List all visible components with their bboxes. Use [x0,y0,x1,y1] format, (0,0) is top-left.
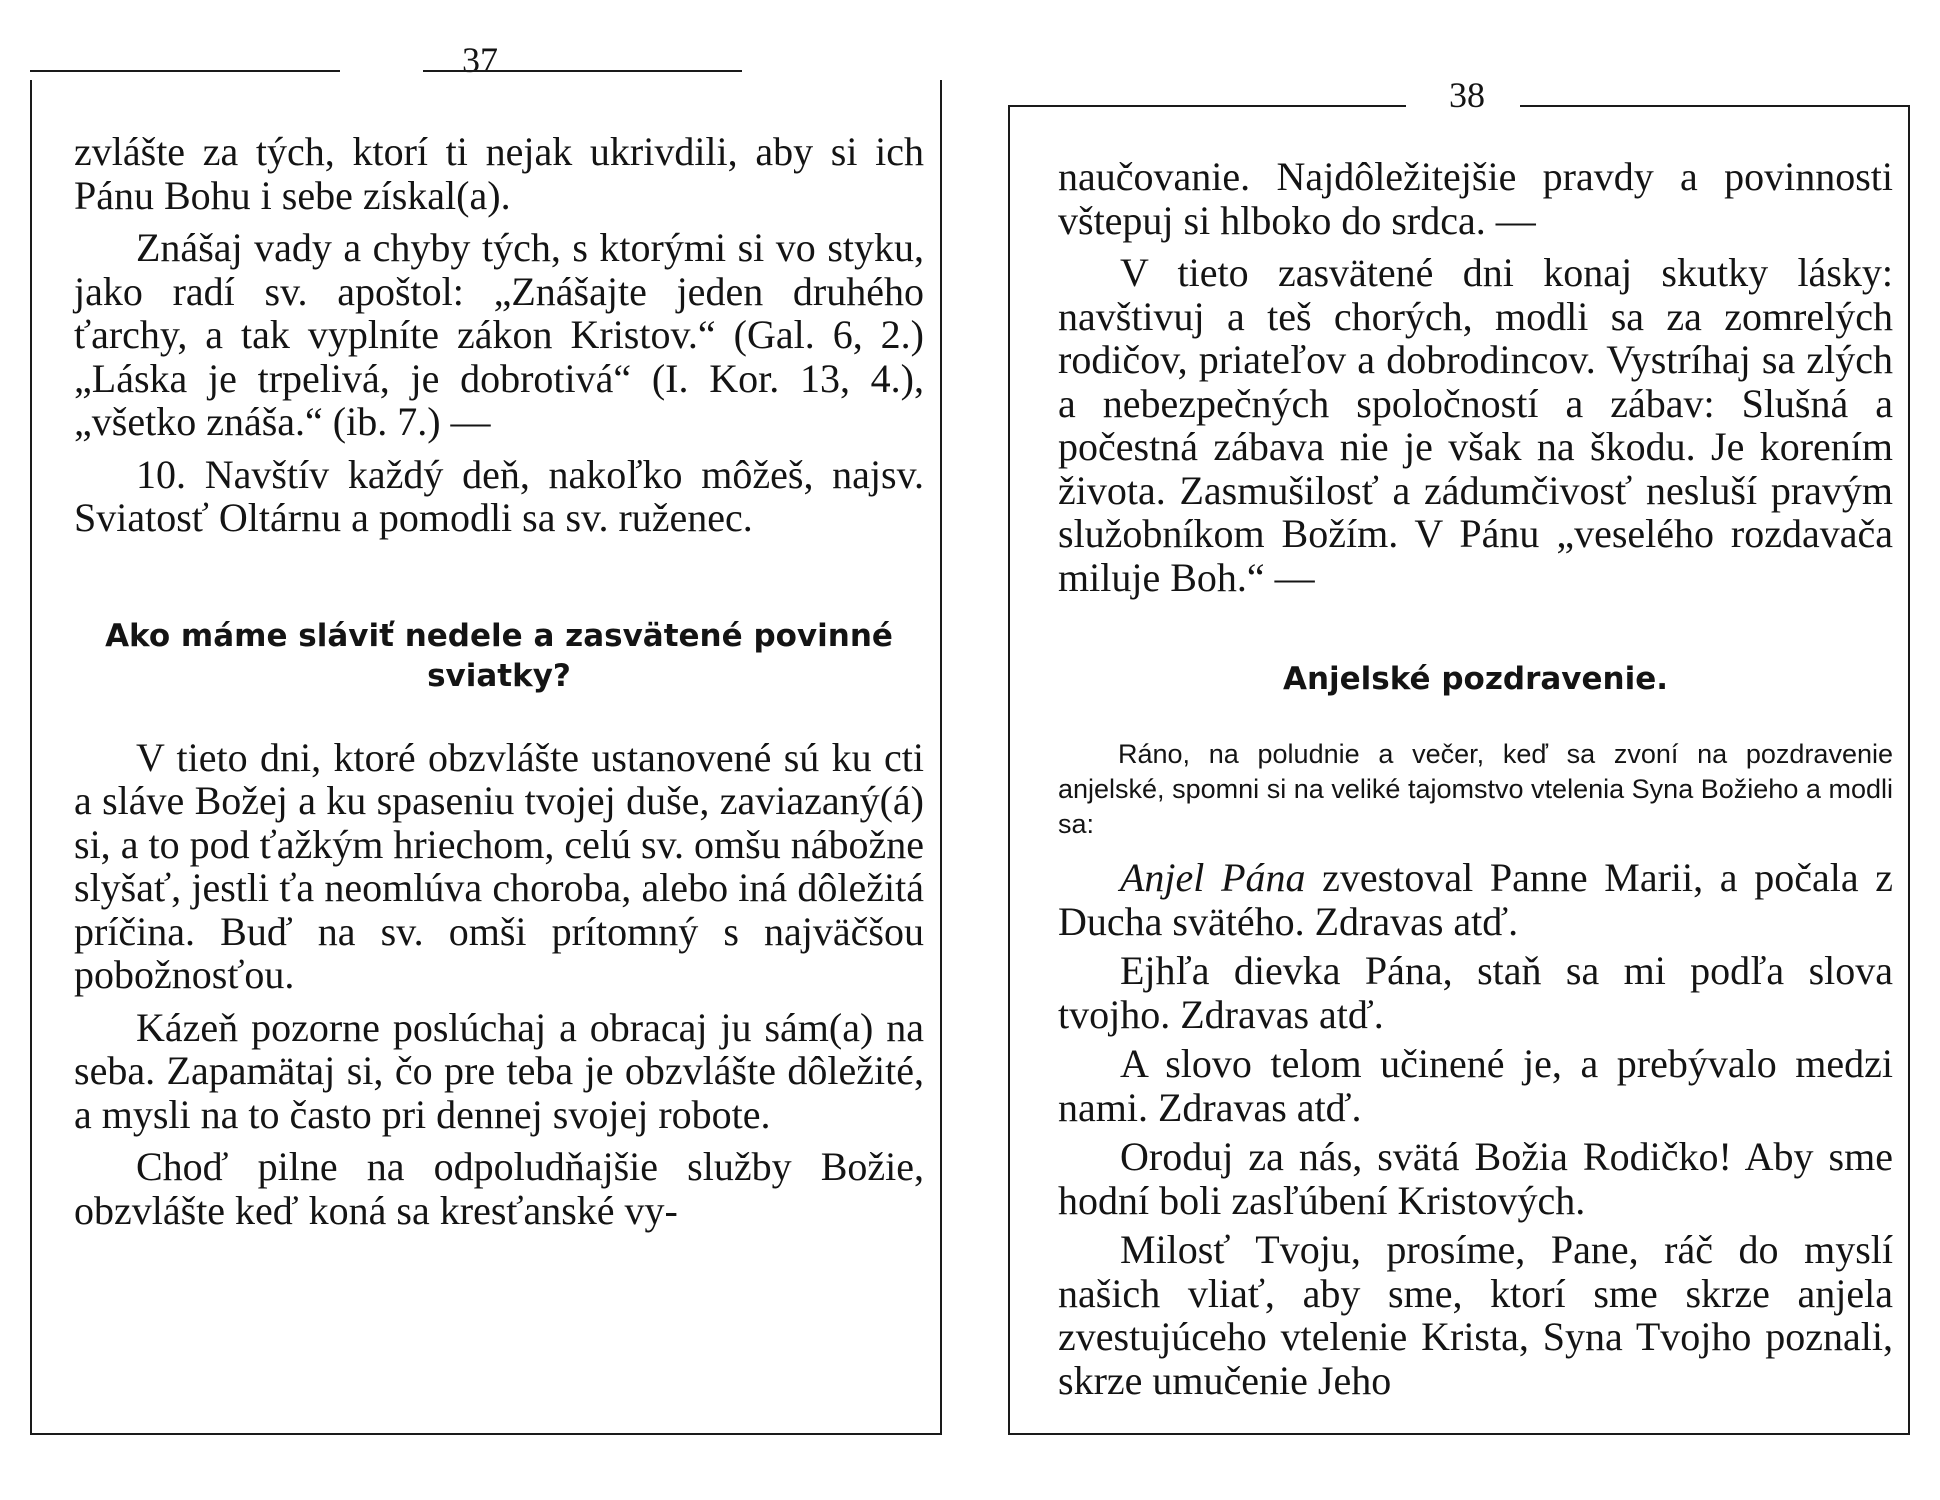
paragraph: Znášaj vady a chyby tých, s ktorými si vo styku, jako radí sv. apoštol: „Znášajte jeden druhého ťarchy, a tak vyplníte zákon Kristov.“ (Gal. 6, 2.) „Láska je trpelivá, je dobrotivá“ (I. Kor. 13, 4.), „všetko znáša.“ (ib. 7.) — [74,225,924,444]
prayer-line: Milosť Tvoju, prosíme, Pane, ráč do myslí našich vliať, aby sme, ktorí sme skrze anjela zvestujúceho vtelenie Krista, Syna Tvojho poznali, skrze umučenie Jeho [1058,1227,1893,1403]
left-page [30,40,942,1435]
paragraph: V tieto dni, ktoré obzvlášte ustanovené sú ku cti a sláve Božej a ku spaseniu tvojej duše, zaviazaný(á) si, a to pod ťažkým hriechom, celú sv. omšu nábožne slyšať, jestli ťa neomlúva choroba, alebo iná dôležitá príčina. Buď na sv. omši prítomný s najväčšou pobožnosťou. [74,734,924,997]
header-rule-right [423,70,742,72]
prayer-line: Ejhľa dievka Pána, staň sa mi podľa slova tvojho. Zdravas atď. [1058,948,1893,1037]
page-content [1058,155,1893,1402]
prayer-text: zvestoval Panne Marii, a počala z Ducha svätého. Zdravas atď. [1058,855,1893,944]
paragraph: zvlášte za tých, ktorí ti nejak ukrivdili, aby si ich Pánu Bohu i sebe získal(a). [74,129,924,218]
header-rule-left [30,70,340,72]
instruction-text: Ráno, na poludnie a večer, keď sa zvoní na pozdravenie anjelské, spomni si na veliké tajomstvo vtelenia Syna Božieho a modli sa: [1058,739,1893,839]
prayer-line: A slovo telom učinené je, a prebývalo medzi nami. Zdravas atď. [1058,1041,1893,1130]
right-page [1008,75,1910,1435]
section-heading: Anjelské pozdravenie. [1282,661,1669,697]
paragraph: 10. Navštív každý deň, nakoľko môžeš, najsv. Sviatosť Oltárnu a pomodli sa sv. ruženec. [74,451,924,540]
page-content [74,130,924,1232]
page-number: 38 [1449,75,1485,115]
paragraph: Kázeň pozorne poslúchaj a obracaj ju sám(a) na seba. Zapamätaj si, čo pre teba je obzvlášte dôležité, a mysli na to často pri dennej svojej robote. [74,1004,924,1137]
paragraph: naučovanie. Najdôležitejšie pravdy a povinnosti vštepuj si hlboko do srdca. — [1058,154,1893,243]
paragraph: V tieto zasvätené dni konaj skutky lásky: navštivuj a teš chorých, modli sa za zomrelých rodičov, priateľov a dobrodincov. Vystríhaj sa zlých a nebezpečných spoločností a zábav: Slušná a počestná zábava nie je však na škodu. Je korením života. Zasmušilosť a zádumčivosť nesluší pravým služobníkom Božím. V Pánu „veselého rozdavača miluje Boh.“ — [1058,250,1893,600]
prayer-lead: Anjel Pána [1120,855,1306,900]
page-number: 37 [462,40,498,80]
prayer-line: Oroduj za nás, svätá Božia Rodičko! Aby sme hodní boli zasľúbení Kristových. [1058,1134,1893,1223]
section-heading: Ako máme sláviť nedele a zasvätené povinné sviatky? [105,617,893,694]
paragraph: Choď pilne na odpoludňajšie služby Božie, obzvlášte keď koná sa kresťanské vy- [74,1144,924,1233]
prayer-line [1058,856,1893,943]
